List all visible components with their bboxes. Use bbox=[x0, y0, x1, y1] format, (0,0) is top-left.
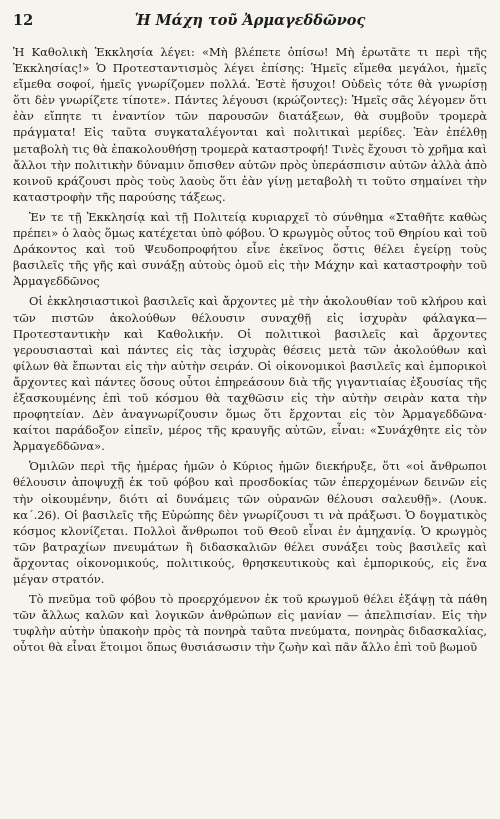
paragraph: Ἡ Καθολικὴ Ἐκκλησία λέγει: «Μὴ βλέπετε ὀπίσω! Μὴ ἐρωτᾶτε τι περὶ τῆς Ἐκκλησίας!» Ὁ Προτεσταντισμὸς λέγει ἐπίσης: Ἡμεῖς εἴμεθα μεγάλοι, ἡμεῖς εἴμεθα σοφοί, ἡμεῖς γνωρίζομεν πολλά. Ἐστὲ ἥσυχοι! Οὐδεὶς τότε θὰ γνωρίσῃ ὅτι δὲν γνωρίζετε τίποτε». Πάντες λέγουσι (κρώζοντες): Ἡμεῖς σᾶς λέγομεν ὅτι ἐὰν εἴπητε τι ἐναντίον τῶν παρουσῶν διατάξεων, θὰ συμβοῦν τρομερὰ πράγματα! Εἰς ταῦτα συγκαταλέγονται καὶ πολιτικαὶ μερίδες. Ἐὰν ἐπέλθῃ μεταβολὴ τις θὰ ἐπακολουθήσῃ τρομερὰ καταστροφή! Τινὲς ἔχουσι τὸ χρῆμα καὶ ἄλλοι τὴν πολιτικὴν δύναμιν ὄπισθεν αὐτῶν πρὸς ὑπεράσπισιν αὐτῶν ἀλλὰ ἀπὸ κοινοῦ κράζουσι πρὸς τοὺς λαοὺς ὅτι ἐὰν γίνῃ μεταβολὴ τι τοῦτο σημαίνει τὴν καταστροφὴν τῆς παρούσης τάξεως. bbox=[13, 45, 487, 204]
paragraph: Τὸ πνεῦμα τοῦ φόβου τὸ προερχόμενον ἐκ τοῦ κρωγμοῦ θέλει ἐξάψῃ τὰ πάθη τῶν ἄλλως καλῶν καὶ λογικῶν ἀνθρώπων εἰς μανίαν — ἀπελπισίαν. Εἰς τὴν τυφλὴν αὐτὴν ὑπακοὴν πρὸς τὰ πονηρὰ ταῦτα πνεύματα, πονηρὰς διδασκαλίας, οὗτοι θὰ εἶναι ἕτοιμοι ὅπως θυσιάσωσιν τὴν ζωὴν καὶ πᾶν ἄλλο ἐπὶ τοῦ βωμοῦ bbox=[13, 592, 487, 655]
page-number: 12 bbox=[13, 12, 34, 29]
paragraph: Ἐν τε τῇ Ἐκκλησίᾳ καὶ τῇ Πολιτείᾳ κυριαρχεῖ τὸ σύνθημα «Σταθῆτε καθὼς πρέπει» ὁ λαὸς ὅμως κατέχεται ὑπὸ φόβου. Ὁ κρωγμὸς οὗτος τοῦ Θηρίου καὶ τοῦ Δράκοντος καὶ τοῦ Ψευδοπροφήτου εἶνε ἐκεῖνος ὅστις θέλει ἐγείρῃ τοὺς βασιλεῖς τῆς γῆς καὶ συνάξῃ αὐτοὺς ὁμοῦ εἰς τὴν Μάχην καὶ καταστροφὴν τοῦ Ἀρμαγεδδῶνος bbox=[13, 209, 487, 289]
paragraph: Ὁμιλῶν περὶ τῆς ἡμέρας ἡμῶν ὁ Κύριος ἡμῶν διεκήρυξε, ὅτι «οἱ ἄνθρωποι θέλουσιν ἀποψυχῇ ἐκ τοῦ φόβου καὶ προσδοκίας τῶν ἐπερχομένων δεινῶν εἰς τὴν οἰκουμένην, διότι αἱ δυνάμεις τῶν οὐρανῶν θέλουσι σαλευθῇ». (Λουκ. κα΄.26). Οἱ βασιλεῖς τῆς Εὐρώπης δὲν γνωρίζουσι τι νὰ πράξωσι. Ὁ δογματικὸς κόσμος κλονίζεται. Πολλοὶ ἄνθρωποι τοῦ Θεοῦ εἶναι ἐν ἀμηχανίᾳ. Ὁ κρωγμὸς τῶν βατραχίων πνευμάτων ἢ διδασκαλιῶν θέλει συνάξει τοὺς βασιλεῖς καὶ ἄρχοντας οἰκονομικούς, πολιτικούς, θρησκευτικοὺς καὶ ἐμπορικούς, εἰς ἕνα μέγαν στρατόν. bbox=[13, 459, 487, 586]
body-text bbox=[13, 44, 487, 655]
running-title: Ἡ Μάχη τοῦ Ἀρμαγεδδῶνος bbox=[134, 12, 366, 29]
running-head bbox=[13, 12, 487, 36]
paragraph: Οἱ ἐκκλησιαστικοὶ βασιλεῖς καὶ ἄρχοντες μὲ τὴν ἀκολουθίαν τοῦ κλήρου καὶ τῶν πιστῶν ἀκολούθων θέλουσιν συναχθῇ εἰς ἰσχυρὰν φάλαγκα—Προτεσταντικὴν καὶ Καθολικήν. Οἱ πολιτικοὶ βασιλεῖς καὶ ἄρχοντες γερουσιασταὶ καὶ πάντες εἰς τὰς ἰσχυρὰς θέσεις μετὰ τῶν ἀκολούθων καὶ φίλων θὰ ἔπωνται εἰς τὴν αὐτὴν σειράν. Οἱ οἰκονομικοὶ βασιλεῖς καὶ ἐμπορικοὶ ἄρχοντες καὶ πάντες ὅσους οὗτοι ἐπηρεάσουν διὰ τῆς γιγαντιαίας ἐξουσίας τῆς ἐξασκουμένης ἐπὶ τοῦ κόσμου θὰ ταχθῶσιν εἰς τὴν αὐτὴν σειρὰν κατα τὴν προφητείαν. Δὲν ἀναγνωρίζουσιν ὅμως ὅτι ἔρχονται εἰς τὸν Ἀρμαγεδδῶνα· καίτοι παράδοξον εἰπεῖν, μέρος τῆς κραυγῆς αὐτῶν, εἶναι: «Συνάχθητε εἰς τὸν Ἀρμαγεδδῶνα». bbox=[13, 294, 487, 454]
